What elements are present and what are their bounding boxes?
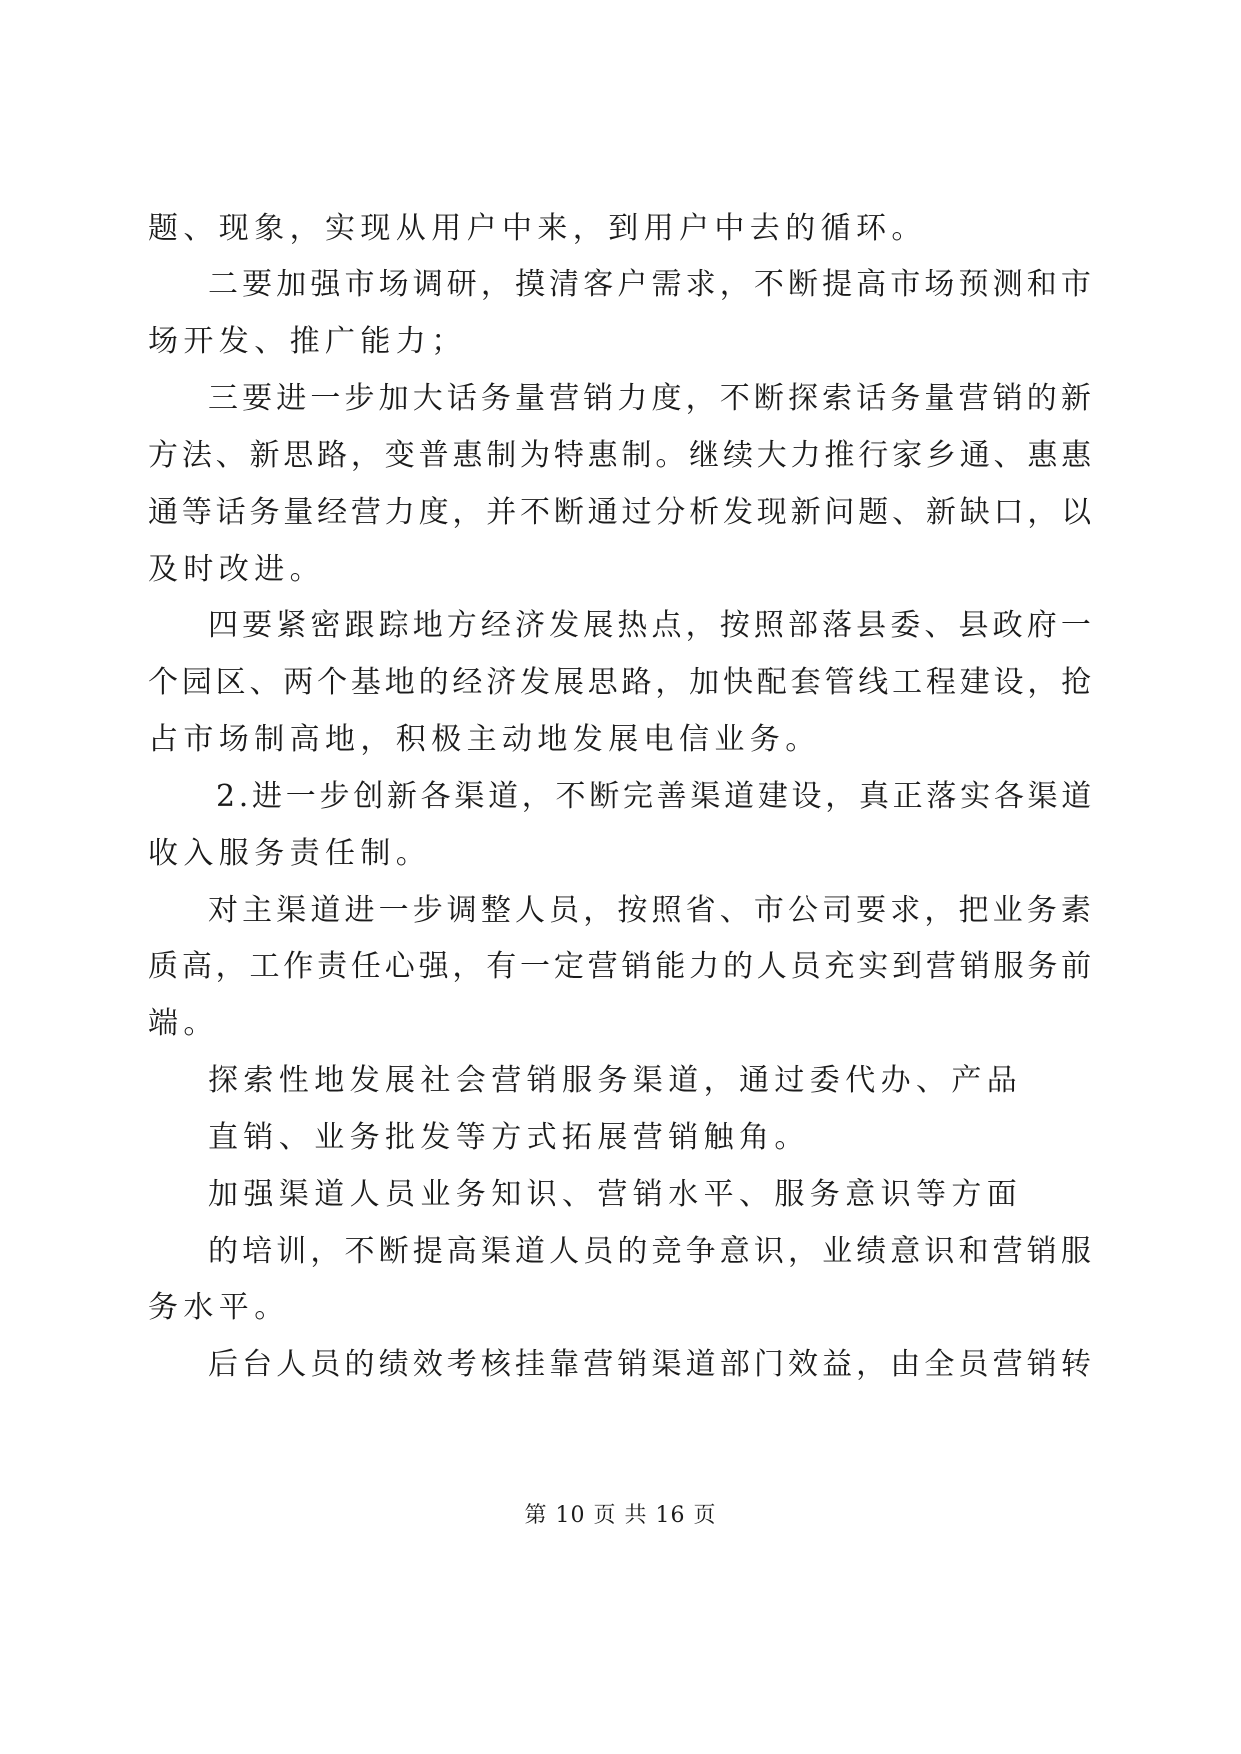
body-line-12: 收入服务责任制。	[148, 836, 432, 871]
body-line-15: 端。	[148, 1006, 219, 1041]
body-line-17: 直销、业务批发等方式拓展营销触角。	[208, 1120, 810, 1155]
body-line-10: 占市场制高地，积极主动地发展电信业务。	[148, 722, 821, 757]
body-line-2: 二要加强市场调研，摸清客户需求，不断提高市场预测和市	[208, 267, 1095, 302]
body-line-6: 通等话务量经营力度，并不断通过分析发现新问题、新缺口，以	[148, 495, 1095, 530]
body-line-18: 加强渠道人员业务知识、营销水平、服务意识等方面	[208, 1177, 1023, 1212]
body-line-16: 探索性地发展社会营销服务渠道，通过委代办、产品	[208, 1063, 1023, 1098]
page-number-label: 第 10 页 共 16 页	[524, 1503, 717, 1528]
body-line-20: 务水平。	[148, 1290, 290, 1325]
page-footer	[0, 1498, 1241, 1529]
body-line-1: 题、现象，实现从用户中来，到用户中去的循环。	[148, 211, 927, 246]
body-line-11: 2.进一步创新各渠道，不断完善渠道建设，真正落实各渠道	[216, 779, 1095, 814]
body-line-7: 及时改进。	[148, 552, 325, 587]
body-line-5: 方法、新思路，变普惠制为特惠制。继续大力推行家乡通、惠惠	[148, 438, 1095, 473]
body-line-8: 四要紧密跟踪地方经济发展热点，按照部落县委、县政府一	[208, 608, 1095, 643]
body-line-13: 对主渠道进一步调整人员，按照省、市公司要求，把业务素	[208, 893, 1095, 928]
body-line-19: 的培训，不断提高渠道人员的竞争意识，业绩意识和营销服	[208, 1234, 1095, 1269]
body-line-21: 后台人员的绩效考核挂靠营销渠道部门效益，由全员营销转	[208, 1347, 1095, 1382]
body-line-4: 三要进一步加大话务量营销力度，不断探索话务量营销的新	[208, 381, 1095, 416]
body-line-14: 质高，工作责任心强，有一定营销能力的人员充实到营销服务前	[148, 949, 1095, 984]
body-line-9: 个园区、两个基地的经济发展思路，加快配套管线工程建设，抢	[148, 665, 1095, 700]
body-line-3: 场开发、推广能力；	[148, 324, 467, 359]
